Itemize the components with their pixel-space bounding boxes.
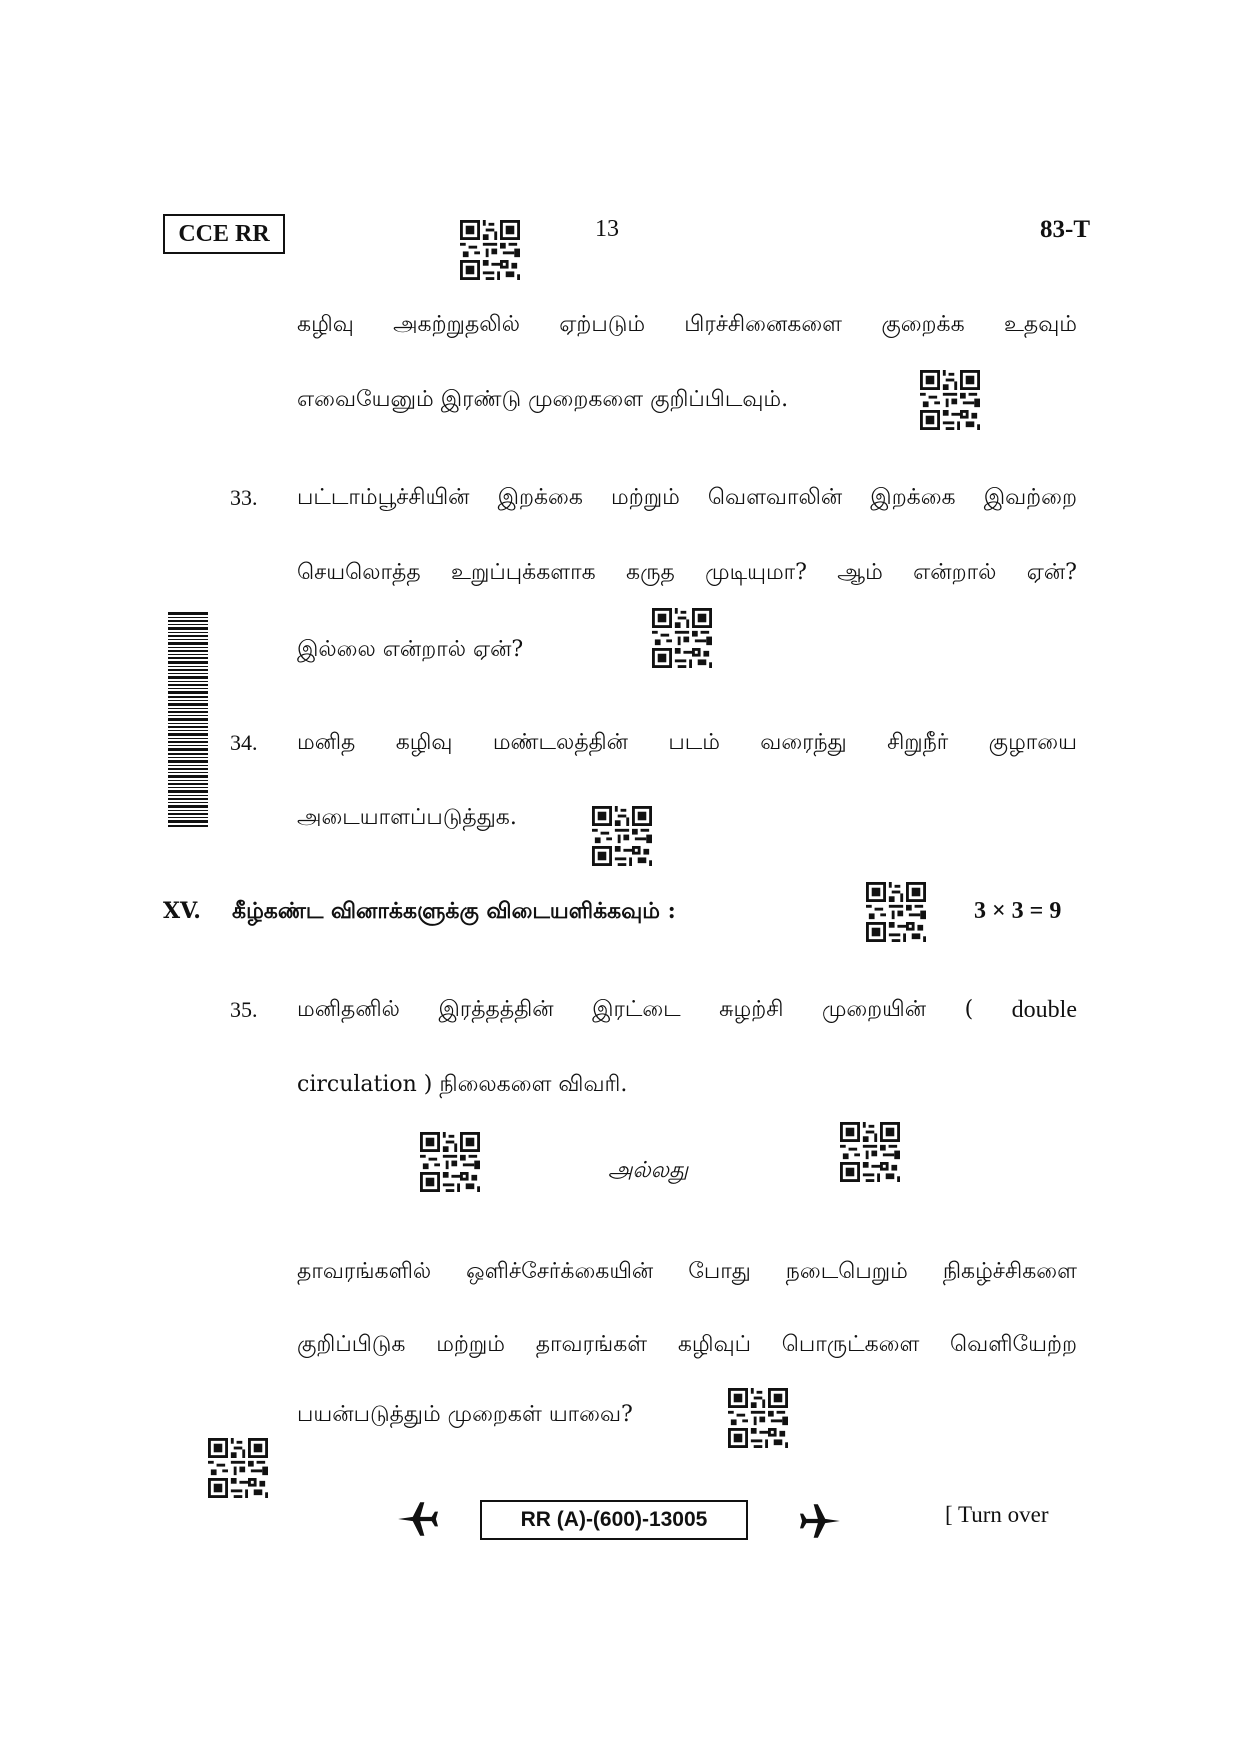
q35-line-2: circulation ) நிலைகளை விவரி. (297, 1072, 628, 1097)
airplane-icon (396, 1498, 438, 1540)
qr-code-icon (920, 370, 980, 430)
word: இறக்கை (870, 485, 956, 510)
q33-line-1 (297, 483, 1077, 513)
word: வெளியேற்ற (950, 1332, 1077, 1357)
word: கருத (626, 560, 675, 585)
word: என்றால் (913, 560, 997, 585)
barcode-icon (168, 612, 208, 827)
word: இரட்டை (592, 997, 681, 1022)
paper-code: 83-T (1040, 216, 1090, 243)
turn-over-label: [ Turn over (945, 1502, 1049, 1527)
word: தாவரங்கள் (535, 1332, 648, 1357)
word: இறக்கை (497, 485, 583, 510)
word: வரைந்து (760, 730, 847, 755)
q34-line-1 (297, 728, 1077, 758)
qr-code-icon (420, 1132, 480, 1192)
q34-line-2: அடையாளப்படுத்துக. (297, 805, 517, 830)
qr-code-icon (592, 806, 652, 866)
word: மனிதனில் (297, 997, 400, 1022)
word: பட்டாம்பூச்சியின் (297, 485, 470, 510)
qr-code-icon (866, 882, 926, 942)
question-number: 33. (230, 485, 258, 510)
qr-code-icon (840, 1122, 900, 1182)
word: ஏன்? (1026, 560, 1077, 585)
word: நடைபெறும் (785, 1259, 908, 1284)
word: பொருட்களை (781, 1332, 920, 1357)
word: கழிவு (395, 730, 453, 755)
section-numeral: XV. (163, 898, 201, 924)
word: படம் (668, 730, 720, 755)
word: double (1011, 997, 1077, 1023)
footer-code-box (480, 1500, 748, 1540)
word: மற்றும் (611, 485, 680, 510)
word: பிரச்சினைகளை (684, 312, 843, 337)
section-instruction: கீழ்கண்ட வினாக்களுக்கு விடையளிக்கவும் : (232, 898, 676, 924)
word: சிறுநீர் (887, 730, 949, 755)
word: தாவரங்களில் (297, 1259, 432, 1284)
page-number: 13 (595, 216, 619, 242)
word: ( (964, 997, 974, 1022)
q32-line-2: எவையேனும் இரண்டு முறைகளை குறிப்பிடவும். (297, 387, 789, 412)
word: செயலொத்த (297, 560, 421, 585)
word: ஆம் (837, 560, 883, 585)
or-label: அல்லது (608, 1158, 689, 1183)
qr-code-icon (460, 220, 520, 280)
word: மனித (297, 730, 356, 755)
q35-alt-line-2 (297, 1330, 1077, 1360)
word: குறிப்பிடுக (297, 1332, 406, 1357)
word: ஏற்படும் (559, 312, 646, 337)
word: ஒளிச்சேர்க்கையின் (466, 1259, 654, 1284)
word: முடியுமா? (705, 560, 807, 585)
word: சுழற்சி (719, 997, 784, 1022)
word: வெளவாலின் (707, 485, 843, 510)
word: கழிவு (297, 312, 354, 337)
word: இரத்தத்தின் (438, 997, 554, 1022)
word: மண்டலத்தின் (492, 730, 629, 755)
q35-alt-line-3: பயன்படுத்தும் முறைகள் யாவை? (297, 1402, 633, 1427)
q35-line-1 (297, 995, 1077, 1025)
question-number: 35. (230, 997, 258, 1022)
word: அகற்றுதலில் (393, 312, 520, 337)
qr-code-icon (728, 1388, 788, 1448)
word: இவற்றை (983, 485, 1077, 510)
word: நிகழ்ச்சிகளை (942, 1259, 1077, 1284)
paper-label: CCE RR (178, 220, 270, 247)
word: மற்றும் (436, 1332, 505, 1357)
qr-code-icon (652, 608, 712, 668)
word: உறுப்புக்களாக (451, 560, 596, 585)
word: போது (688, 1259, 751, 1284)
airplane-icon (800, 1500, 842, 1542)
question-number: 34. (230, 730, 258, 755)
q33-line-2 (297, 558, 1077, 588)
section-marks: 3 × 3 = 9 (974, 898, 1062, 924)
q33-line-3: இல்லை என்றால் ஏன்? (297, 637, 524, 662)
word: குறைக்க (881, 312, 965, 337)
word: குழாயை (988, 730, 1077, 755)
q35-alt-line-1 (297, 1257, 1077, 1287)
footer-code: RR (A)-(600)-13005 (520, 1508, 708, 1531)
word: உதவும் (1003, 312, 1077, 337)
word: கழிவுப் (677, 1332, 751, 1357)
word: முறையின் (821, 997, 927, 1022)
paper-label-box (163, 214, 285, 254)
qr-code-icon (208, 1438, 268, 1498)
q32-line-1 (297, 310, 1077, 340)
